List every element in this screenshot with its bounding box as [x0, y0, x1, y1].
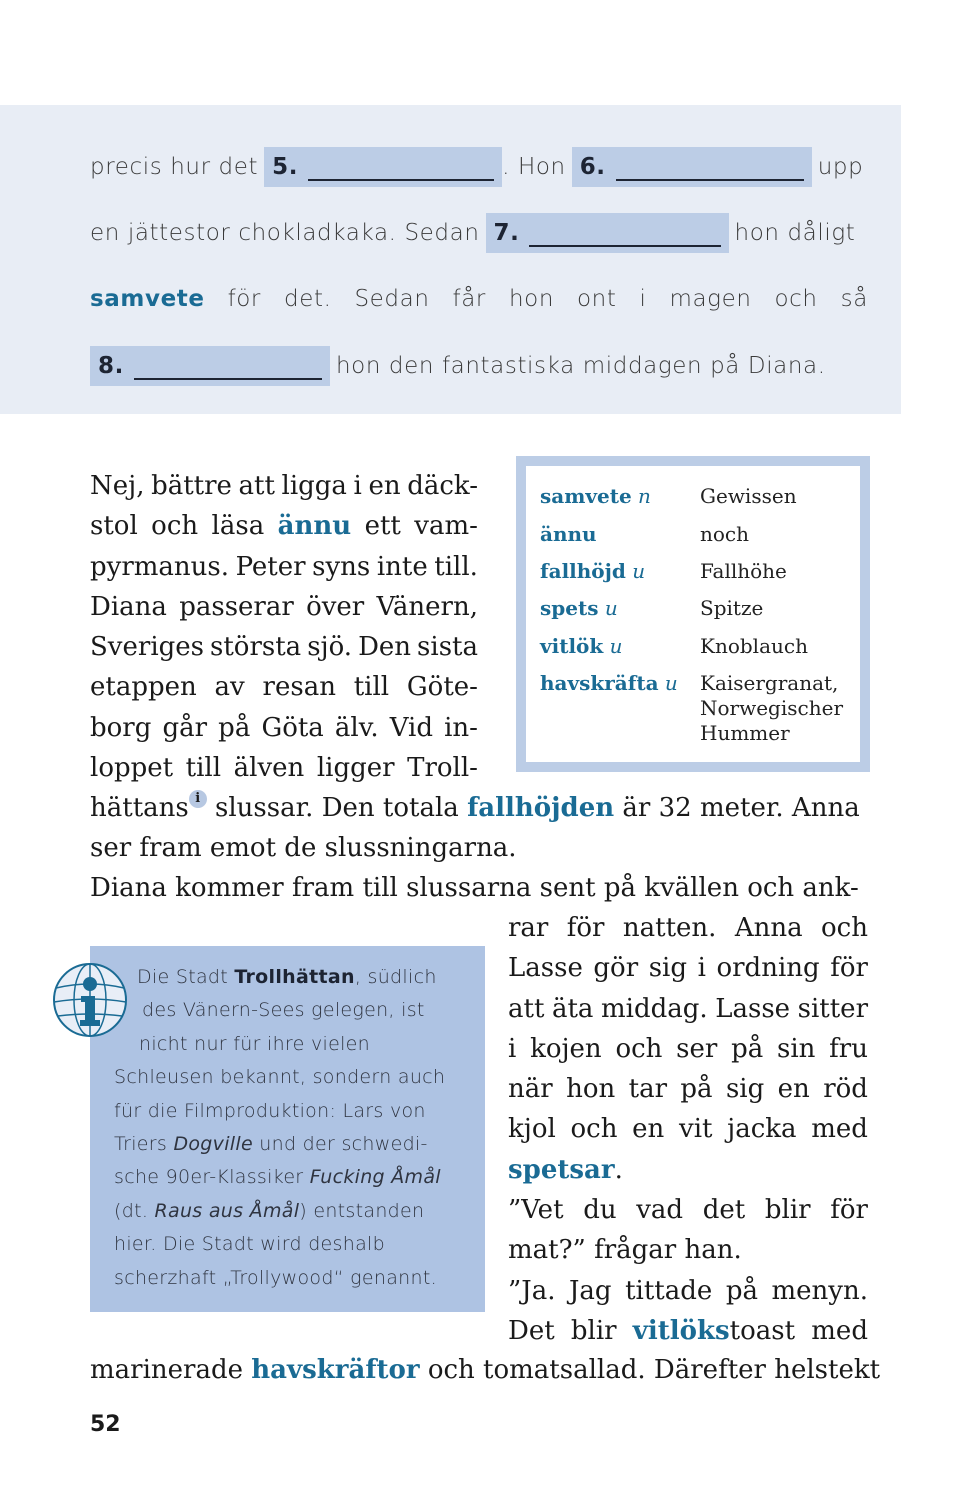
glossary-translation — [700, 634, 808, 659]
word: så — [840, 286, 868, 312]
vocab-word: ännu — [277, 511, 352, 542]
word: Sveriges — [90, 632, 205, 663]
word: och — [821, 913, 868, 943]
word: Lasse — [715, 993, 791, 1024]
info-text-line — [114, 1066, 445, 1088]
translation-line: Fallhöhe — [700, 559, 787, 583]
word: i — [508, 1033, 517, 1064]
info-text: ) entstanden — [299, 1199, 425, 1222]
info-text-line — [142, 999, 425, 1021]
vocab-word: fallhöjden — [467, 793, 615, 823]
vocab-word: spetsar — [508, 1154, 615, 1185]
word: Vänern, — [376, 591, 478, 622]
blank-line — [134, 352, 322, 380]
glossary-term: fallhöjd — [540, 559, 626, 583]
word: att — [508, 993, 545, 1024]
text-line — [90, 466, 478, 506]
info-text: hier. Die Stadt wird deshalb — [114, 1233, 385, 1256]
glossary-term: samvete — [540, 484, 632, 508]
text: är 32 meter. Anna — [614, 793, 860, 823]
word: Den — [358, 632, 412, 663]
word: röd — [823, 1074, 868, 1105]
word: tar — [628, 1074, 668, 1105]
word: för — [566, 913, 605, 943]
word: Anna — [734, 913, 803, 943]
word: ligga — [281, 471, 347, 501]
word: äta — [551, 993, 594, 1024]
word: i — [353, 471, 362, 501]
word: etappen — [90, 672, 197, 703]
translation-line: Hummer — [700, 721, 790, 745]
word: och — [774, 286, 818, 312]
word: med — [811, 1315, 868, 1346]
glossary-gender: u — [658, 671, 678, 695]
story-line-full-2: ser fram emot de slussningarna. — [90, 833, 517, 863]
word: ”Ja. — [508, 1275, 556, 1306]
vocab-word: havskräftor — [251, 1355, 420, 1385]
info-text-line — [139, 1033, 370, 1055]
word: Lasse — [508, 953, 583, 984]
text-line — [508, 1109, 868, 1149]
word: för — [227, 286, 261, 312]
info-title: Fucking Åmål — [309, 1166, 441, 1189]
info-text: sche 90er-Klassiker — [114, 1166, 310, 1189]
word: på — [218, 712, 251, 743]
word: ser — [676, 1033, 718, 1064]
info-marker-icon[interactable]: i — [189, 790, 207, 808]
word: hon — [566, 1074, 616, 1105]
word: går — [162, 712, 208, 743]
info-text: Schleusen bekannt, sondern auch — [114, 1066, 446, 1089]
exercise-text: hon den fantastiska middagen på Diana. — [336, 353, 826, 379]
blank-line — [616, 153, 804, 181]
word: inte — [376, 551, 428, 582]
word: det. — [284, 286, 332, 312]
word: blir — [570, 1315, 617, 1346]
glossary-translation — [700, 671, 843, 746]
glossary-entry — [540, 522, 860, 546]
story-paragraph-2 — [508, 908, 868, 1351]
text-line: mat?” frågar han. — [508, 1235, 742, 1266]
word: Göta — [261, 712, 324, 743]
text: och tomatsallad. Därefter helstekt — [419, 1355, 881, 1385]
word: och — [151, 511, 199, 542]
blank-8[interactable] — [90, 346, 330, 386]
text-line — [508, 1029, 868, 1069]
word: en — [777, 1074, 810, 1105]
vocab-word: samvete — [90, 286, 205, 312]
word: och — [615, 1033, 663, 1064]
word: middag. — [600, 993, 708, 1024]
translation-line: Gewissen — [700, 484, 797, 508]
info-title: Dogville — [173, 1133, 253, 1155]
vocabulary-glossary — [516, 456, 870, 772]
word: i — [639, 286, 647, 312]
story-line-full-3: Diana kommer fram till slussarna sent på kvällen och ank- — [90, 873, 859, 903]
word: Sedan — [354, 286, 430, 312]
info-text-line — [114, 1267, 437, 1289]
info-text-line — [114, 1200, 424, 1222]
word: på — [731, 1033, 764, 1064]
word: med — [811, 1114, 868, 1145]
blank-5[interactable] — [264, 147, 502, 187]
translation-line: Norwegischer — [700, 696, 843, 720]
word: får — [452, 286, 486, 312]
exercise-line-3 — [90, 279, 868, 319]
blank-number: 6. — [579, 154, 606, 180]
blank-number: 7. — [493, 220, 520, 246]
info-text: Triers — [114, 1133, 174, 1155]
info-text-line — [114, 1133, 428, 1155]
word: resan — [262, 672, 336, 703]
word: kjol — [508, 1114, 556, 1145]
glossary-entry — [540, 634, 860, 658]
exercise-line-4 — [90, 346, 868, 386]
word: Vid — [389, 712, 433, 743]
info-text: für die Filmproduktion: Lars von — [114, 1099, 426, 1122]
word: magen — [669, 286, 752, 312]
translation-line: Kaisergranat, — [700, 671, 839, 695]
word: för — [830, 1195, 868, 1226]
text: marinerade — [90, 1355, 252, 1385]
word: på — [680, 1074, 713, 1105]
word: när — [508, 1074, 553, 1105]
word: däck- — [407, 471, 478, 501]
story-line-full-1 — [90, 788, 868, 828]
word: hon — [508, 286, 554, 312]
text-line — [508, 1271, 868, 1311]
word: Troll- — [407, 753, 478, 784]
word: över — [306, 591, 365, 622]
exercise-box — [0, 105, 901, 414]
info-text: und der schwedi- — [252, 1133, 428, 1155]
word: du — [583, 1195, 617, 1226]
glossary-gender: u — [598, 596, 618, 620]
page-number: 52 — [90, 1412, 121, 1437]
word: Det — [508, 1315, 555, 1346]
exercise-text: precis hur det — [90, 154, 259, 180]
word: och — [570, 1114, 618, 1145]
blank-7[interactable] — [486, 213, 729, 253]
word: till — [353, 672, 390, 703]
blank-line — [529, 219, 720, 247]
word: in- — [444, 712, 478, 743]
word: toast — [729, 1315, 796, 1346]
exercise-text: en jättestor chokladkaka. Sedan — [90, 220, 480, 246]
text-line — [508, 908, 868, 948]
word: Jag — [569, 1275, 612, 1306]
exercise-text: hon dåligt — [734, 220, 856, 246]
word: Peter — [235, 551, 306, 582]
word: fru — [829, 1033, 868, 1064]
vocab-word: vitlöks — [632, 1315, 730, 1346]
text-line — [508, 1150, 868, 1190]
text-line — [90, 547, 478, 587]
word: att — [238, 471, 275, 501]
word: blir — [764, 1195, 811, 1226]
info-text: , südlich — [354, 966, 437, 988]
info-text: nicht nur für ihre vielen — [139, 1032, 370, 1055]
info-highlight: Trollhättan — [234, 966, 355, 988]
word: av — [214, 672, 245, 703]
story-paragraph-1 — [90, 466, 478, 788]
word: sig — [648, 953, 688, 984]
word: på — [725, 1275, 758, 1306]
glossary-term: vitlök — [540, 634, 604, 658]
word: vam- — [414, 511, 478, 542]
word: Diana — [90, 591, 167, 622]
translation-line: Spitze — [700, 596, 764, 620]
word: Nej, — [90, 471, 145, 501]
word: sista — [417, 632, 478, 663]
text-line — [90, 627, 478, 667]
word: ett — [364, 511, 401, 542]
word: älven — [233, 753, 305, 784]
glossary-term: spets — [540, 596, 599, 620]
glossary-entry — [540, 484, 860, 508]
word: stol — [90, 511, 138, 542]
info-box — [90, 946, 485, 1312]
glossary-translation — [700, 559, 787, 584]
exercise-text: . Hon — [502, 154, 566, 180]
exercise-line-1 — [90, 147, 868, 187]
text-line — [90, 708, 478, 748]
info-text-line — [114, 1100, 426, 1122]
word — [633, 1311, 795, 1351]
glossary-translation — [700, 484, 797, 509]
word: loppet — [90, 753, 174, 784]
word: läsa — [211, 511, 265, 542]
translation-line: Knoblauch — [700, 634, 808, 658]
text-line — [508, 1311, 868, 1351]
text-line — [90, 587, 478, 627]
word: ordning — [716, 953, 820, 984]
story-line-last — [90, 1350, 881, 1390]
info-globe-icon — [52, 962, 128, 1038]
word: till — [185, 753, 222, 784]
glossary-gender: n — [631, 484, 651, 508]
word: ont — [577, 286, 617, 312]
text-line — [508, 989, 868, 1029]
word: sjö. — [307, 632, 353, 663]
glossary-gender: u — [625, 559, 646, 583]
text-line — [508, 948, 868, 988]
info-title: Raus aus Åmål — [154, 1199, 300, 1222]
word: älv. — [334, 712, 379, 743]
word: ligger — [316, 753, 395, 784]
text-line — [90, 506, 478, 546]
word: en — [632, 1114, 665, 1145]
word: det — [702, 1195, 746, 1226]
word: kojen — [530, 1033, 602, 1064]
text: hättans — [90, 793, 189, 823]
word: natten. — [622, 913, 717, 943]
word: Göte- — [406, 672, 478, 703]
text-line — [508, 1190, 868, 1230]
word: passerar — [179, 591, 294, 622]
glossary-entry — [540, 671, 860, 745]
word: . — [614, 1154, 623, 1185]
blank-line — [308, 153, 494, 181]
glossary-term: havskräfta — [540, 671, 659, 695]
word: gör — [593, 953, 639, 984]
translation-line: noch — [700, 522, 750, 546]
word: syns — [312, 551, 371, 582]
info-text: scherzhaft „Trollywood“ genannt. — [114, 1266, 437, 1289]
info-text: Die Stadt — [137, 966, 235, 988]
text: slussar. Den totala — [206, 793, 468, 823]
glossary-entry — [540, 559, 860, 583]
word: bättre — [151, 471, 232, 501]
word: ”Vet — [508, 1195, 564, 1226]
word: vit — [679, 1114, 713, 1145]
exercise-text: upp — [817, 154, 864, 180]
word: en — [368, 471, 401, 501]
word: rar — [508, 913, 549, 943]
info-text-line — [137, 966, 437, 988]
info-text-line — [114, 1233, 385, 1255]
word: sin — [776, 1033, 816, 1064]
glossary-term: ännu — [540, 522, 597, 546]
word: borg — [90, 712, 152, 743]
word: tittade — [625, 1275, 713, 1306]
word: till. — [434, 551, 478, 582]
exercise-line-2 — [90, 213, 868, 253]
blank-6[interactable] — [572, 147, 812, 187]
word: vad — [636, 1195, 684, 1226]
info-text: (dt. — [114, 1199, 155, 1222]
word: största — [210, 632, 302, 663]
text-line — [90, 748, 478, 788]
word: sitter — [797, 993, 868, 1024]
info-text: des Vänern-Sees gelegen, ist — [142, 999, 425, 1022]
word: sig — [725, 1074, 765, 1105]
glossary-gender: u — [603, 634, 623, 658]
word: för — [830, 953, 868, 984]
word: menyn. — [771, 1275, 868, 1306]
blank-number: 5. — [272, 154, 299, 180]
word: pyrmanus. — [90, 551, 230, 582]
blank-number: 8. — [98, 353, 124, 379]
text-line — [508, 1069, 868, 1109]
word: jacka — [727, 1114, 797, 1145]
text-line — [90, 667, 478, 707]
glossary-translation — [700, 522, 749, 547]
glossary-translation — [700, 596, 763, 621]
info-text-line — [114, 1166, 441, 1188]
glossary-entry — [540, 596, 860, 620]
word: i — [697, 953, 706, 984]
